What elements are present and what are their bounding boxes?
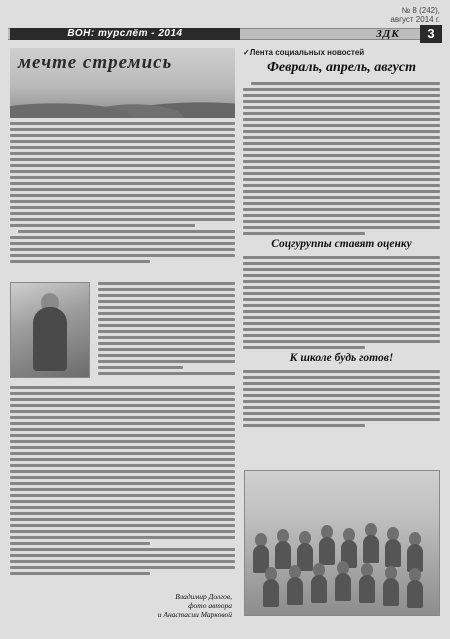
text-line — [243, 418, 440, 421]
text-line — [243, 154, 440, 157]
text-line — [243, 394, 440, 397]
text-line — [98, 360, 235, 363]
crowd-body — [275, 541, 291, 569]
crowd-body — [287, 577, 303, 605]
text-line — [98, 306, 235, 309]
hero-trees — [10, 84, 235, 118]
signature-line-2: фото автора — [188, 601, 232, 610]
text-line — [243, 112, 440, 115]
text-line — [243, 412, 440, 415]
text-line — [10, 392, 235, 395]
text-line — [10, 452, 235, 455]
text-line — [10, 206, 235, 209]
text-line — [98, 336, 235, 339]
text-line — [243, 190, 440, 193]
text-line — [10, 146, 235, 149]
text-line — [243, 268, 440, 271]
text-line — [10, 158, 235, 161]
crowd-body — [335, 573, 351, 601]
text-line — [10, 200, 235, 203]
text-line — [98, 288, 235, 291]
right-column — [243, 58, 440, 430]
left-column-3 — [10, 386, 235, 578]
text-line — [10, 428, 235, 431]
text-line — [10, 440, 235, 443]
text-line — [243, 88, 440, 91]
text-line — [10, 530, 235, 533]
crowd-body — [383, 578, 399, 606]
text-line — [10, 410, 235, 413]
text-line — [10, 140, 235, 143]
text-line — [243, 370, 440, 373]
text-line — [10, 566, 235, 569]
text-line — [243, 346, 365, 349]
text-line — [243, 310, 440, 313]
text-line — [98, 330, 235, 333]
text-line — [243, 334, 440, 337]
text-line — [243, 232, 365, 235]
signature-line-3: и Анастасии Марковой — [157, 610, 232, 619]
text-line — [10, 128, 235, 131]
person-photo — [10, 282, 90, 378]
crowd-body — [311, 575, 327, 603]
rubric-label: ВОН: турслёт - 2014 — [10, 28, 240, 40]
group-photo — [244, 470, 440, 616]
text-line — [243, 382, 440, 385]
text-line — [10, 518, 235, 521]
text-line — [243, 160, 440, 163]
crowd-body — [263, 579, 279, 607]
text-line — [243, 316, 440, 319]
text-line — [243, 298, 440, 301]
section-tag: ✓Лента социальных новостей — [243, 48, 365, 57]
text-line — [10, 434, 235, 437]
crowd-body — [407, 580, 423, 608]
text-line — [243, 166, 440, 169]
text-line — [10, 446, 235, 449]
crowd-body — [319, 537, 335, 565]
text-line — [10, 194, 235, 197]
text-line — [98, 294, 235, 297]
text-line — [98, 348, 235, 351]
text-line — [243, 304, 440, 307]
text-line — [243, 178, 440, 181]
text-line — [243, 292, 440, 295]
brand-logo: ЗДК — [376, 28, 400, 40]
author-signature — [128, 592, 232, 619]
text-line — [10, 170, 235, 173]
text-line — [243, 406, 440, 409]
text-line — [10, 182, 235, 185]
text-line — [243, 400, 440, 403]
text-line — [243, 226, 440, 229]
text-line — [243, 220, 440, 223]
text-line — [10, 512, 235, 515]
text-line — [10, 572, 150, 575]
text-line — [243, 184, 440, 187]
text-line — [243, 148, 440, 151]
text-line — [10, 236, 235, 239]
text-line — [10, 554, 235, 557]
text-line — [10, 248, 235, 251]
text-line — [10, 416, 235, 419]
text-line — [10, 188, 235, 191]
text-line — [10, 470, 235, 473]
issue-info — [390, 6, 440, 24]
text-line — [10, 254, 235, 257]
text-line — [10, 458, 235, 461]
article-2-headline: Соцгуруппы ставят оценку — [271, 238, 412, 250]
text-line — [10, 404, 235, 407]
text-line — [10, 476, 235, 479]
text-line — [98, 372, 235, 375]
crowd-body — [363, 535, 379, 563]
text-line — [10, 542, 150, 545]
text-line — [10, 536, 235, 539]
text-line — [10, 164, 235, 167]
person-body — [33, 307, 67, 371]
text-line — [243, 388, 440, 391]
left-column-1 — [10, 122, 235, 266]
text-line — [243, 100, 440, 103]
text-line — [10, 242, 235, 245]
text-line — [10, 176, 235, 179]
text-line — [243, 172, 440, 175]
text-line — [10, 506, 235, 509]
text-line — [243, 136, 440, 139]
text-line — [10, 260, 150, 263]
text-line — [243, 424, 365, 427]
text-line — [243, 196, 440, 199]
page-number: 3 — [420, 25, 442, 43]
text-line — [10, 494, 235, 497]
text-line — [98, 342, 235, 345]
article-1-headline: Февраль, апрель, август — [267, 60, 416, 75]
text-line — [243, 94, 440, 97]
text-line — [243, 130, 440, 133]
text-line — [243, 256, 440, 259]
left-article-title: мечте стремись — [18, 52, 173, 73]
text-line — [243, 328, 440, 331]
text-line — [10, 524, 235, 527]
text-line — [98, 324, 235, 327]
text-line — [10, 152, 235, 155]
article-3-headline: К школе будь готов! — [289, 352, 394, 364]
text-line — [243, 286, 440, 289]
text-line — [10, 548, 235, 551]
text-line — [10, 398, 235, 401]
text-line — [10, 218, 235, 221]
text-line — [98, 282, 235, 285]
crowd-body — [359, 575, 375, 603]
issue-number: № 8 (242), — [401, 6, 440, 15]
text-line — [243, 142, 440, 145]
issue-date: август 2014 г. — [390, 15, 440, 24]
text-line — [243, 118, 440, 121]
text-line — [10, 224, 195, 227]
text-line — [98, 366, 183, 369]
text-line — [243, 340, 440, 343]
text-line — [243, 280, 440, 283]
text-line — [10, 422, 235, 425]
text-line — [243, 376, 440, 379]
text-line — [243, 202, 440, 205]
text-line — [10, 488, 235, 491]
text-line — [251, 82, 440, 85]
text-line — [98, 318, 235, 321]
text-line — [243, 124, 440, 127]
text-line — [243, 208, 440, 211]
text-line — [10, 386, 235, 389]
signature-line-1: Владимир Долгов, — [175, 592, 232, 601]
text-line — [243, 214, 440, 217]
text-line — [10, 482, 235, 485]
crowd-body — [385, 539, 401, 567]
left-column-2 — [98, 282, 235, 378]
text-line — [243, 106, 440, 109]
text-line — [10, 122, 235, 125]
text-line — [10, 134, 235, 137]
text-line — [10, 560, 235, 563]
text-line — [18, 230, 235, 233]
text-line — [98, 312, 235, 315]
text-line — [243, 274, 440, 277]
text-line — [10, 500, 235, 503]
text-line — [98, 354, 235, 357]
text-line — [10, 212, 235, 215]
text-line — [10, 464, 235, 467]
text-line — [243, 262, 440, 265]
text-line — [98, 300, 235, 303]
text-line — [243, 322, 440, 325]
